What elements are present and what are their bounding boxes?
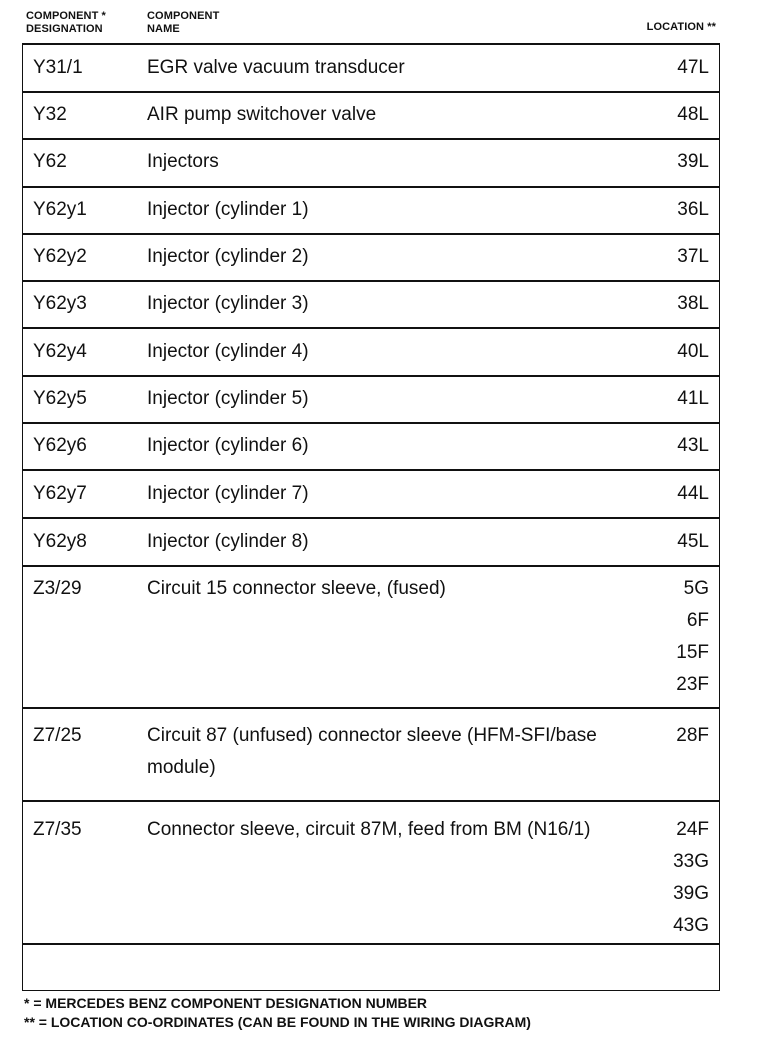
row-designation: Y62y1 <box>33 199 87 220</box>
row-name: Injector (cylinder 4) <box>147 341 309 362</box>
row-name: Connector sleeve, circuit 87M, feed from BM (N16/1) <box>147 819 591 840</box>
location-value: 40L <box>677 341 709 362</box>
row-designation: Y62y4 <box>33 341 87 362</box>
row-designation: Z7/35 <box>33 819 82 840</box>
location-value: 39G <box>673 883 709 904</box>
row-designation: Z7/25 <box>33 725 82 746</box>
location-value: 44L <box>677 483 709 504</box>
row-location <box>677 52 709 84</box>
location-value: 33G <box>673 851 709 872</box>
table-row <box>23 188 719 235</box>
row-designation: Y62y5 <box>33 388 87 409</box>
designation-header-line1: COMPONENT * <box>26 10 106 22</box>
table-row <box>23 93 719 140</box>
row-location <box>677 430 709 462</box>
row-name: Injector (cylinder 1) <box>147 199 309 220</box>
location-value: 47L <box>677 57 709 78</box>
row-designation: Y62 <box>33 151 67 172</box>
location-value: 39L <box>677 151 709 172</box>
row-name: AIR pump switchover valve <box>147 104 377 125</box>
row-name: Circuit 15 connector sleeve, (fused) <box>147 578 446 599</box>
location-value: 15F <box>676 642 709 663</box>
table-row <box>23 471 719 519</box>
table-row <box>23 519 719 567</box>
footnote-designation: * = MERCEDES BENZ COMPONENT DESIGNATION NUMBER <box>24 995 428 1011</box>
row-location <box>677 526 709 558</box>
name-header-line2: NAME <box>147 23 180 35</box>
location-header-text: LOCATION ** <box>646 21 716 33</box>
table-row <box>23 567 719 709</box>
table-row <box>23 802 719 945</box>
location-value: 43G <box>673 915 709 936</box>
location-column-header <box>647 21 716 34</box>
location-value: 43L <box>677 435 709 456</box>
location-value: 5G <box>683 578 709 599</box>
row-name: Injector (cylinder 3) <box>147 293 309 314</box>
location-value: 48L <box>677 104 709 125</box>
location-value: 6F <box>686 610 709 631</box>
table-row <box>23 282 719 329</box>
row-designation: Y32 <box>33 104 67 125</box>
row-designation: Y62y7 <box>33 483 87 504</box>
row-designation: Y31/1 <box>33 57 83 78</box>
row-designation: Y62y3 <box>33 293 87 314</box>
table-row <box>23 329 719 377</box>
row-designation: Z3/29 <box>33 578 82 599</box>
location-value: 37L <box>677 246 709 267</box>
row-location <box>677 241 709 273</box>
footnote-location: ** = LOCATION CO-ORDINATES (CAN BE FOUND IN THE WIRING DIAGRAM) <box>24 1014 531 1030</box>
location-value: 24F <box>676 819 709 840</box>
table-row <box>23 235 719 282</box>
row-name: Circuit 87 (unfused) connector sleeve (HFM-SFI/base module) <box>147 725 597 778</box>
component-table <box>22 43 720 991</box>
row-name: EGR valve vacuum transducer <box>147 57 405 78</box>
row-location <box>673 814 709 942</box>
table-row <box>23 45 719 93</box>
row-location <box>676 720 709 752</box>
row-location <box>676 573 709 701</box>
table-row <box>23 424 719 471</box>
location-value: 41L <box>677 388 709 409</box>
row-name: Injectors <box>147 151 219 172</box>
table-row <box>23 377 719 424</box>
row-designation: Y62y8 <box>33 531 87 552</box>
row-name: Injector (cylinder 2) <box>147 246 309 267</box>
row-name: Injector (cylinder 5) <box>147 388 309 409</box>
row-location <box>677 383 709 415</box>
row-location <box>677 478 709 510</box>
name-column-header <box>147 10 219 36</box>
location-value: 38L <box>677 293 709 314</box>
location-value: 45L <box>677 531 709 552</box>
location-value: 23F <box>676 674 709 695</box>
location-value: 36L <box>677 199 709 220</box>
row-location <box>677 146 709 178</box>
row-name: Injector (cylinder 8) <box>147 531 309 552</box>
location-value: 28F <box>676 725 709 746</box>
name-header-line1: COMPONENT <box>147 10 220 22</box>
table-row <box>23 709 719 802</box>
row-location <box>677 194 709 226</box>
table-row <box>23 140 719 188</box>
row-location <box>677 336 709 368</box>
designation-column-header <box>26 10 106 36</box>
row-designation: Y62y2 <box>33 246 87 267</box>
row-designation: Y62y6 <box>33 435 87 456</box>
row-location <box>677 288 709 320</box>
row-name: Injector (cylinder 6) <box>147 435 309 456</box>
row-name: Injector (cylinder 7) <box>147 483 309 504</box>
row-location <box>677 99 709 131</box>
designation-header-line2: DESIGNATION <box>26 23 103 35</box>
